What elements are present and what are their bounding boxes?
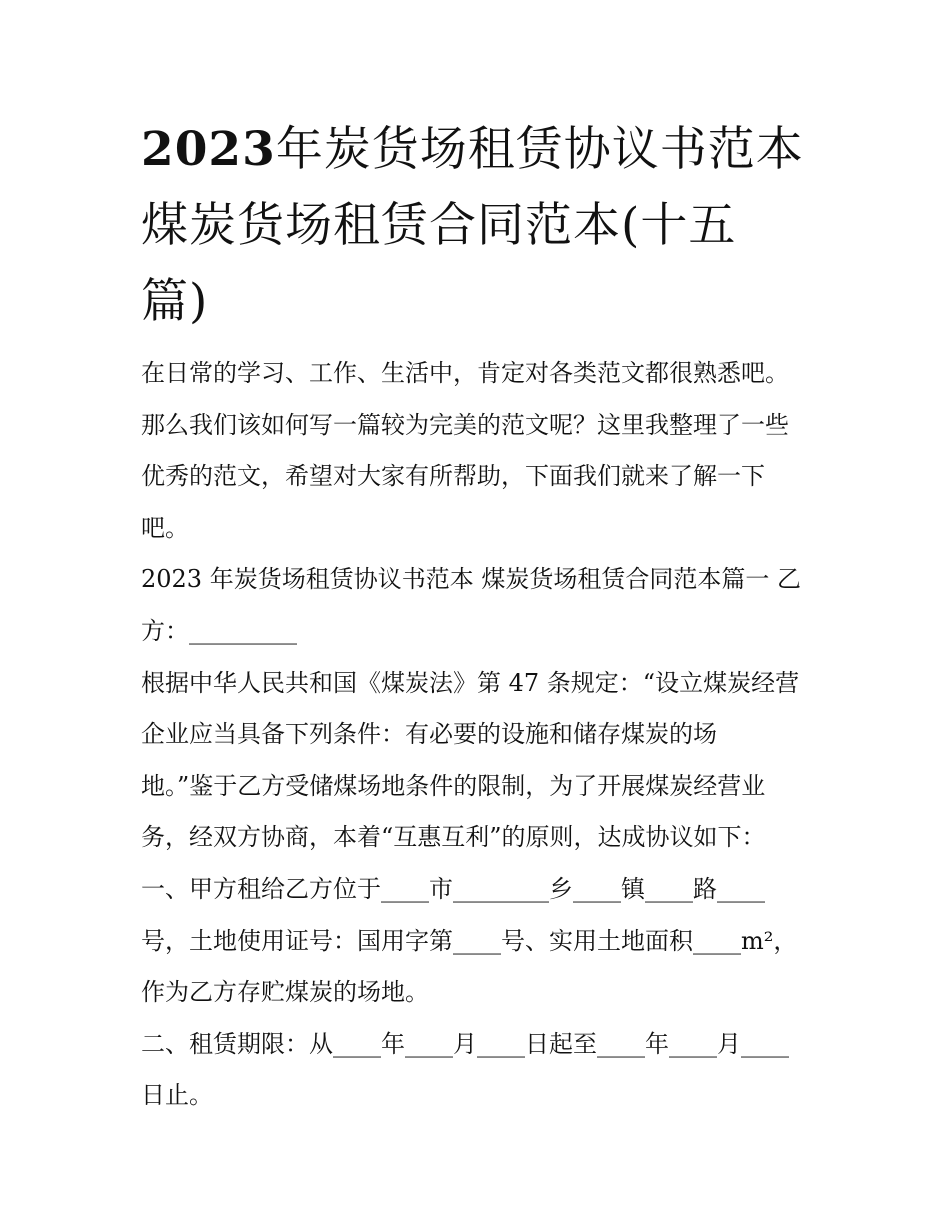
clause-one-paragraph: 一、甲方租给乙方位于____市________乡____镇____路____ 号，土地使用证号：国用字第____号、实用土地面积____m²， 作为乙方存贮煤炭的场地。 <box>141 874 798 1007</box>
document-title <box>141 112 821 340</box>
title-year: 2023 <box>141 122 276 177</box>
document-page <box>141 112 821 1122</box>
legal-basis-paragraph: 根据中华人民共和国《煤炭法》第 47 条规定：“设立煤炭经营 企业应当具备下列条件：有必要的设施和储存煤炭的场 地。”鉴于乙方受储煤场地条件的限制，为了开展煤炭经营业 务，经双方协商，本着“互惠互利”的原则，达成协议如下： <box>141 668 800 852</box>
title-text: 年炭货场租赁协议书范本 煤炭货场租赁合同范本(十五 篇) <box>141 122 804 329</box>
article-heading-paragraph: 2023 年炭货场租赁协议书范本 煤炭货场租赁合同范本篇一 乙 方：_________ <box>141 565 801 645</box>
document-body <box>141 348 821 1122</box>
clause-two-paragraph: 二、租赁期限：从____年____月____日起至____年____月____ 日止。 <box>141 1029 789 1110</box>
intro-paragraph: 在日常的学习、工作、生活中，肯定对各类范文都很熟悉吧。 那么我们该如何写一篇较为完美的范文呢？这里我整理了一些 优秀的范文，希望对大家有所帮助，下面我们就来了解一下 吧。 <box>141 359 789 542</box>
